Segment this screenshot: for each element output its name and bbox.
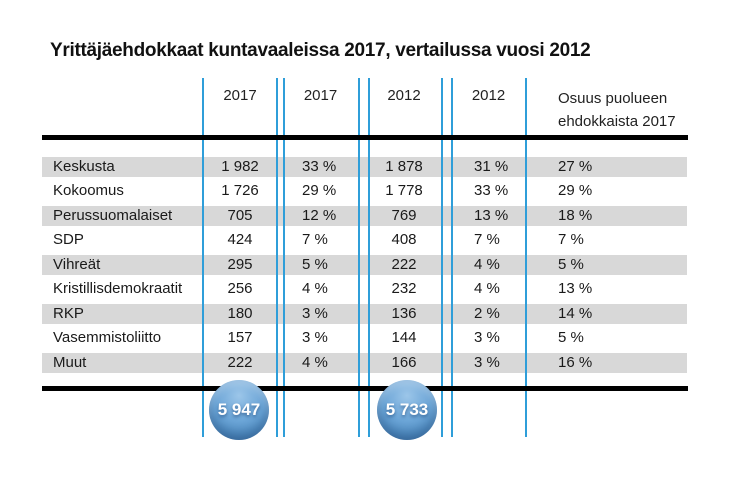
count-2012: 408 <box>391 231 417 248</box>
count-2017: 705 <box>227 207 253 224</box>
column-divider-line <box>525 78 527 437</box>
pct-2017: 3 % <box>302 305 328 322</box>
pct-2012: 2 % <box>474 305 500 322</box>
count-2017: 1 726 <box>221 182 259 199</box>
column-header-share <box>558 87 698 133</box>
table-row-kristillisdemokraatit <box>42 279 687 299</box>
share-2017: 18 % <box>558 207 593 224</box>
column-divider-line <box>276 78 278 437</box>
total-2017-badge <box>209 380 269 440</box>
party-name: Kristillisdemokraatit <box>53 280 183 297</box>
party-name: Muut <box>53 354 87 371</box>
column-divider-line <box>358 78 360 437</box>
party-name: SDP <box>53 231 84 248</box>
share-2017: 27 % <box>558 158 593 175</box>
column-divider-line <box>283 78 285 437</box>
pct-2017: 5 % <box>302 256 328 273</box>
count-2017: 180 <box>227 305 253 322</box>
column-header-2017-pct: 2017 <box>303 87 338 104</box>
total-2012-value: 5 733 <box>385 400 429 419</box>
total-2012-badge <box>377 380 437 440</box>
share-2017: 13 % <box>558 280 593 297</box>
count-2017: 424 <box>227 231 253 248</box>
pct-2012: 4 % <box>474 256 500 273</box>
count-2017: 1 982 <box>221 158 259 175</box>
count-2017: 256 <box>227 280 253 297</box>
pct-2012: 13 % <box>474 207 509 224</box>
table-row-sdp <box>42 230 687 250</box>
count-2012: 1 778 <box>385 182 423 199</box>
table-row-vihreat <box>42 255 687 275</box>
count-2012: 166 <box>391 354 417 371</box>
column-header-2017-count: 2017 <box>223 87 257 104</box>
party-name: RKP <box>53 305 84 322</box>
share-2017: 14 % <box>558 305 593 322</box>
page-title: Yrittäjäehdokkaat kuntavaaleissa 2017, vertailussa vuosi 2012 <box>50 40 591 61</box>
count-2012: 232 <box>391 280 417 297</box>
bottom-rule <box>42 386 688 391</box>
share-2017: 29 % <box>558 182 593 199</box>
column-header-2012-pct: 2012 <box>471 87 506 104</box>
pct-2012: 33 % <box>474 182 509 199</box>
share-2017: 5 % <box>558 329 584 346</box>
count-2012: 136 <box>391 305 417 322</box>
count-2012: 144 <box>391 329 417 346</box>
table-row-keskusta <box>42 157 687 177</box>
table-row-kokoomus <box>42 181 687 201</box>
party-name: Perussuomalaiset <box>53 207 173 224</box>
pct-2012: 3 % <box>474 354 500 371</box>
column-divider-line <box>451 78 453 437</box>
party-name: Vasemmistoliitto <box>53 329 162 346</box>
column-header-share-line1: Osuus puolueen <box>558 90 668 107</box>
pct-2017: 3 % <box>302 329 328 346</box>
pct-2017: 33 % <box>302 158 337 175</box>
pct-2017: 12 % <box>302 207 337 224</box>
column-divider-line <box>368 78 370 437</box>
table-row-rkp <box>42 304 687 324</box>
pct-2012: 31 % <box>474 158 509 175</box>
share-2017: 16 % <box>558 354 593 371</box>
column-divider-line <box>441 78 443 437</box>
total-2017-value: 5 947 <box>217 400 261 419</box>
column-header-share-line2: ehdokkaista 2017 <box>558 113 676 130</box>
count-2012: 769 <box>391 207 417 224</box>
count-2017: 222 <box>227 354 253 371</box>
pct-2017: 4 % <box>302 280 328 297</box>
table-row-perussuomalaiset <box>42 206 687 226</box>
party-name: Vihreät <box>53 256 101 273</box>
top-rule <box>42 135 688 140</box>
count-2017: 157 <box>227 329 253 346</box>
column-header-2012-count: 2012 <box>387 87 421 104</box>
pct-2012: 3 % <box>474 329 500 346</box>
pct-2017: 7 % <box>302 231 328 248</box>
share-2017: 7 % <box>558 231 584 248</box>
party-name: Kokoomus <box>53 182 124 199</box>
table-row-muut <box>42 353 687 373</box>
pct-2017: 29 % <box>302 182 337 199</box>
share-2017: 5 % <box>558 256 584 273</box>
count-2012: 222 <box>391 256 417 273</box>
party-name: Keskusta <box>53 158 115 175</box>
column-divider-line <box>202 78 204 437</box>
table-row-vasemmistoliitto <box>42 328 687 348</box>
pct-2017: 4 % <box>302 354 328 371</box>
count-2012: 1 878 <box>385 158 423 175</box>
pct-2012: 7 % <box>474 231 500 248</box>
count-2017: 295 <box>227 256 253 273</box>
pct-2012: 4 % <box>474 280 500 297</box>
